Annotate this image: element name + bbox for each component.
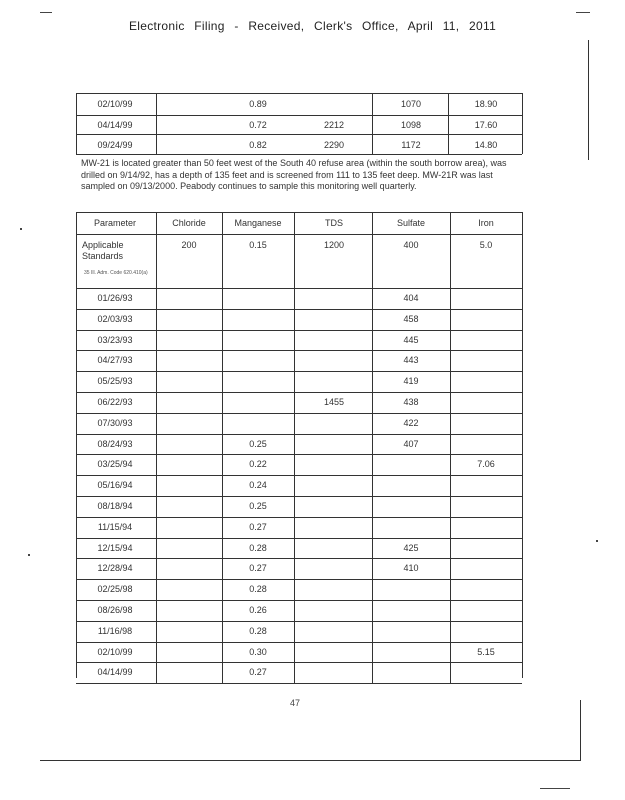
standard-iron: 5.0 (479, 240, 493, 250)
row-date: 02/25/98 (97, 584, 133, 595)
header-manganese: Manganese (234, 218, 282, 228)
scan-artifact (40, 12, 52, 13)
row-date: 04/14/99 (97, 667, 133, 678)
row-date: 02/10/99 (97, 646, 133, 657)
row-date: 12/15/94 (97, 542, 133, 553)
row-date: 05/25/93 (97, 376, 133, 387)
row-sulfate: 422 (403, 417, 419, 428)
row-sulfate: 443 (403, 355, 419, 366)
top-row-iron: 17.60 (474, 120, 498, 130)
header-iron: Iron (478, 218, 494, 228)
row-manganese: 0.24 (249, 480, 267, 491)
row-date: 12/28/94 (97, 563, 133, 574)
row-manganese: 0.22 (249, 459, 267, 470)
row-date: 05/16/94 (97, 480, 133, 491)
header-chloride: Chloride (172, 218, 206, 228)
row-date: 11/16/98 (97, 625, 133, 636)
row-iron: 5.15 (477, 646, 495, 657)
row-manganese: 0.26 (249, 605, 267, 615)
row-tds: 1455 (323, 397, 345, 407)
row-sulfate: 438 (403, 397, 419, 407)
scan-artifact (20, 228, 22, 230)
top-row-date: 04/14/99 (97, 120, 133, 130)
top-row-manganese: 0.89 (249, 99, 267, 109)
row-manganese: 0.28 (249, 542, 267, 553)
standards-label: Applicable Standards (82, 240, 124, 261)
top-row-iron: 18.90 (474, 99, 498, 109)
scan-artifact (540, 788, 570, 789)
row-sulfate: 419 (403, 376, 419, 387)
row-date: 08/24/93 (97, 438, 133, 449)
standard-chloride: 200 (181, 240, 197, 250)
standards-citation: 35 Ill. Adm. Code 620.410(a) (84, 270, 148, 276)
row-date: 03/23/93 (97, 334, 133, 345)
top-row-sulfate: 1070 (400, 99, 422, 109)
row-manganese: 0.28 (249, 584, 267, 595)
row-date: 06/22/93 (97, 397, 133, 407)
row-sulfate: 410 (403, 563, 419, 574)
row-manganese: 0.25 (249, 438, 267, 449)
top-row-sulfate: 1098 (400, 120, 422, 130)
well-description-note: MW-21 is located greater than 50 feet west of the South 40 refuse area (within the south borrow area), was drilled on 9/14/92, has a depth of 135 feet and is screened from 111 to 135 feet deep. MW-21R was last sampled on 09/13/2000. Peabody continues to sample this monitoring well quarterly. (81, 158, 507, 191)
row-date: 11/15/94 (97, 521, 133, 532)
top-row-iron: 14.80 (474, 140, 498, 150)
standard-sulfate: 400 (403, 240, 419, 250)
top-row-tds: 2212 (323, 120, 345, 130)
standard-tds: 1200 (323, 240, 345, 250)
header-tds: TDS (325, 218, 343, 228)
row-sulfate: 445 (403, 334, 419, 345)
top-row-sulfate: 1172 (401, 140, 421, 150)
scan-artifact (576, 12, 590, 13)
row-sulfate: 407 (403, 438, 419, 449)
row-date: 08/26/98 (97, 605, 133, 615)
scan-artifact (28, 554, 30, 556)
row-date: 04/27/93 (97, 355, 133, 366)
row-date: 07/30/93 (97, 417, 133, 428)
row-date: 08/18/94 (97, 501, 133, 511)
row-date: 03/25/94 (97, 459, 133, 470)
row-date: 02/03/93 (97, 313, 133, 324)
row-iron: 7.06 (477, 459, 495, 470)
top-row-manganese: 0.72 (249, 120, 267, 130)
row-sulfate: 404 (403, 293, 419, 303)
standard-manganese: 0.15 (249, 240, 267, 250)
row-manganese: 0.27 (249, 521, 267, 532)
row-manganese: 0.27 (249, 563, 267, 574)
row-manganese: 0.28 (249, 625, 267, 636)
header-sulfate: Sulfate (396, 218, 426, 228)
row-sulfate: 458 (403, 313, 419, 324)
row-manganese: 0.30 (249, 646, 267, 657)
top-row-manganese: 0.82 (249, 140, 267, 150)
top-row-tds: 2290 (323, 140, 345, 150)
row-sulfate: 425 (403, 542, 419, 553)
page-number: 47 (289, 698, 300, 708)
row-manganese: 0.27 (249, 667, 267, 678)
row-date: 01/26/93 (97, 293, 133, 303)
top-row-date: 09/24/99 (97, 140, 133, 150)
top-row-date: 02/10/99 (97, 99, 133, 109)
page-header: Electronic Filing - Received, Clerk's Office, April 11, 2011 (128, 19, 497, 33)
row-manganese: 0.25 (249, 501, 267, 511)
header-parameter: Parameter (93, 218, 137, 228)
scan-artifact (596, 540, 598, 542)
